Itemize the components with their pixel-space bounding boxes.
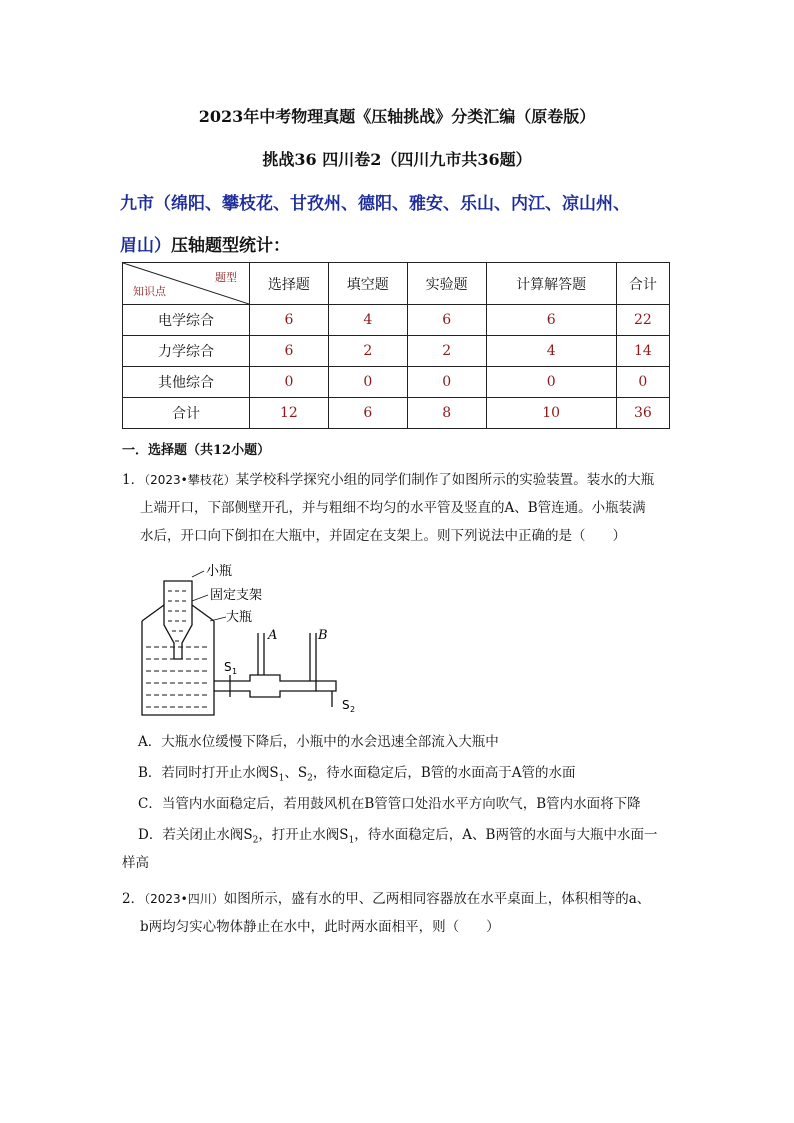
label-support: 固定支架 bbox=[210, 588, 263, 603]
question-source: （2023•四川） bbox=[144, 892, 224, 906]
table-cell: 0 bbox=[250, 367, 329, 398]
subscript: 1 bbox=[278, 773, 285, 784]
table-cell: 6 bbox=[407, 305, 486, 336]
question-1-line3: 水后，开口向下倒扣在大瓶中，并固定在支架上。则下列说法中正确的是（ ） bbox=[140, 528, 626, 544]
question-number: 2． bbox=[122, 891, 145, 907]
question-text: 某学校科学探究小组的同学们制作了如图所示的实验装置。装水的大瓶 bbox=[235, 472, 655, 488]
option-b-text: ，待水面稳定后，B管的水面高于A管的水面 bbox=[312, 765, 576, 781]
column-header: 选择题 bbox=[250, 263, 329, 305]
label-valve-s2: S bbox=[342, 698, 350, 712]
option-c: C．当管内水面稳定后，若用鼓风机在B管管口处沿水平方向吹气，B管内水面将下降 bbox=[138, 796, 641, 812]
question-1 bbox=[122, 466, 680, 550]
table-cell: 12 bbox=[250, 398, 329, 429]
question-number: 1． bbox=[122, 472, 145, 488]
question-2-line1 bbox=[122, 885, 680, 913]
label-valve-s2-sub: 2 bbox=[350, 705, 356, 714]
table-row bbox=[123, 336, 670, 367]
table-cell: 36 bbox=[616, 398, 669, 429]
label-big-bottle: 大瓶 bbox=[226, 610, 253, 625]
option-d-continued: 样高 bbox=[122, 855, 149, 871]
table-cell: 4 bbox=[486, 336, 616, 367]
option-b bbox=[138, 759, 688, 793]
column-header: 计算解答题 bbox=[486, 263, 616, 305]
table-cell: 22 bbox=[616, 305, 669, 336]
table-row bbox=[123, 367, 670, 398]
table-cell: 14 bbox=[616, 336, 669, 367]
option-b-text: B．若同时打开止水阀S bbox=[138, 765, 279, 781]
table-cell: 6 bbox=[250, 305, 329, 336]
column-header: 合计 bbox=[616, 263, 669, 305]
apparatus-diagram bbox=[130, 563, 370, 723]
region-list-line1: 九市（绵阳、攀枝花、甘孜州、德阳、雅安、乐山、内江、凉山州、 bbox=[120, 194, 630, 214]
table-cell: 4 bbox=[328, 305, 407, 336]
question-2 bbox=[122, 885, 680, 941]
table-cell: 0 bbox=[328, 367, 407, 398]
option-d-text: ，打开止水阀S bbox=[258, 827, 349, 843]
table-cell: 2 bbox=[328, 336, 407, 367]
label-valve-s1: S bbox=[224, 660, 232, 674]
option-b-text: 、S bbox=[284, 765, 308, 781]
row-label: 力学综合 bbox=[123, 336, 250, 367]
table-cell: 2 bbox=[407, 336, 486, 367]
question-source: （2023•攀枝花） bbox=[144, 473, 236, 487]
option-d-text: ，待水面稳定后，A、B两管的水面与大瓶中水面一 bbox=[354, 827, 658, 843]
stats-heading: 压轴题型统计： bbox=[171, 236, 290, 256]
table-cell: 0 bbox=[616, 367, 669, 398]
row-label: 电学综合 bbox=[123, 305, 250, 336]
table-cell: 6 bbox=[486, 305, 616, 336]
column-header: 实验题 bbox=[407, 263, 486, 305]
subscript: 1 bbox=[348, 835, 355, 846]
row-label: 其他综合 bbox=[123, 367, 250, 398]
table-row bbox=[123, 398, 670, 429]
question-1-line1 bbox=[122, 466, 680, 494]
subscript: 2 bbox=[252, 835, 259, 846]
document-title: 2023年中考物理真题《压轴挑战》分类汇编（原卷版） bbox=[198, 107, 596, 126]
table-row bbox=[123, 305, 670, 336]
corner-label-type: 题型 bbox=[215, 271, 237, 284]
question-type-stats-table bbox=[122, 262, 670, 429]
label-tube-a: A bbox=[268, 628, 278, 643]
question-text: 如图所示，盛有水的甲、乙两相同容器放在水平桌面上，体积相等的a、 bbox=[223, 891, 651, 907]
label-tube-b: B bbox=[318, 628, 328, 643]
label-small-bottle: 小瓶 bbox=[206, 564, 233, 579]
table-cell: 0 bbox=[407, 367, 486, 398]
region-list-line2 bbox=[120, 231, 690, 256]
table-cell: 8 bbox=[407, 398, 486, 429]
row-label: 合计 bbox=[123, 398, 250, 429]
question-2-line2: b两均匀实心物体静止在水中，此时两水面相平，则（ ） bbox=[140, 919, 500, 935]
table-cell: 0 bbox=[486, 367, 616, 398]
document-subtitle: 挑战36 四川卷2（四川九市共36题） bbox=[262, 150, 532, 169]
subscript: 2 bbox=[307, 773, 313, 784]
column-header: 填空题 bbox=[328, 263, 407, 305]
table-cell: 10 bbox=[486, 398, 616, 429]
section-heading: 一．选择题（共12小题） bbox=[122, 443, 271, 458]
option-d-text: D．若关闭止水阀S bbox=[138, 827, 253, 843]
table-cell: 6 bbox=[250, 336, 329, 367]
option-a: A．大瓶水位缓慢下降后，小瓶中的水会迅速全部流入大瓶中 bbox=[138, 734, 499, 750]
label-valve-s1-sub: 1 bbox=[232, 667, 238, 676]
table-corner-cell bbox=[123, 263, 250, 305]
corner-label-knowledge: 知识点 bbox=[133, 285, 166, 298]
region-list-end: 眉山） bbox=[120, 236, 171, 256]
question-1-line2: 上端开口，下部侧壁开孔，并与粗细不均匀的水平管及竖直的A、B管连通。小瓶装满 bbox=[140, 500, 646, 516]
table-cell: 6 bbox=[328, 398, 407, 429]
